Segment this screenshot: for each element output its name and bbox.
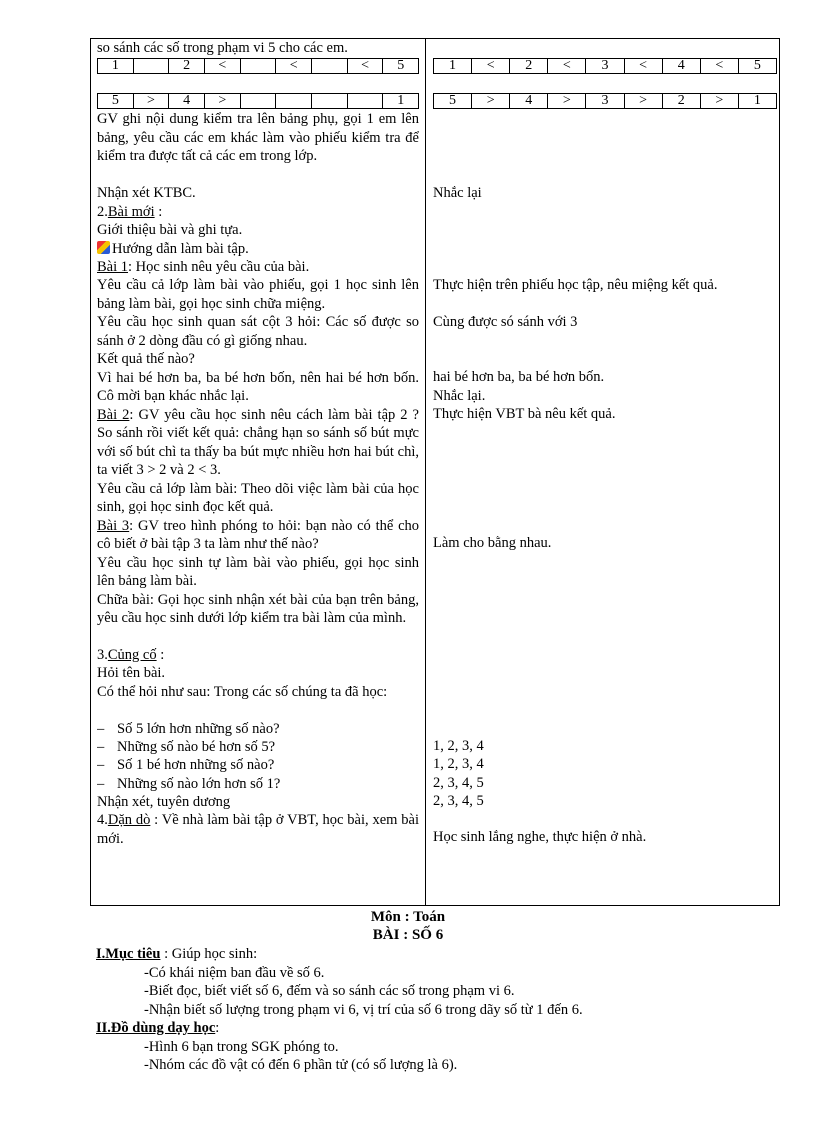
- subject-title: Môn : Toán: [370, 909, 446, 925]
- intro-line: Giới thiệu bài và ghi tựa.: [97, 222, 243, 239]
- sequence-cell: >: [134, 94, 170, 108]
- objectives-heading: I.Mục tiêu : Giúp học sinh:: [96, 946, 258, 962]
- column-divider: [425, 39, 426, 905]
- new-lesson-heading: 2.Bài mới :: [97, 203, 163, 220]
- sequence-cell: 4: [663, 59, 701, 73]
- objective-item: -Nhận biết số lượng trong phạm vi 6, vị trí của số 6 trong dãy số từ 1 đến 6.: [144, 1001, 583, 1018]
- exercise-3-text: Bài 3: GV treo hình phóng to hỏi: bạn nào có thể cho cô biết ở bài tập 3 ta làm như thế nào?: [97, 517, 420, 553]
- sequence-cell: <: [548, 59, 586, 73]
- sequence-cell: 2: [169, 59, 205, 73]
- material-item: -Nhóm các đồ vật có đến 6 phần tử (có số lượng là 6).: [144, 1057, 458, 1073]
- sequence-cell: 3: [586, 59, 624, 73]
- bullet-pointer-icon: [97, 241, 110, 254]
- sequence-cell: [312, 59, 348, 73]
- sequence-cell: <: [205, 59, 241, 73]
- lesson-title: BÀI : SỐ 6: [372, 927, 444, 943]
- exercise-1-result-question: Kết quả thế nào?: [97, 351, 195, 368]
- exercise-1-response: Thực hiện trên phiếu học tập, nêu miệng kết quả.: [433, 277, 718, 294]
- lesson-table: [90, 38, 780, 906]
- review-line: Nhận xét KTBC.: [97, 185, 196, 202]
- sequence-cell: >: [625, 94, 663, 108]
- homework-response: Học sinh lắng nghe, thực hiện ở nhà.: [433, 829, 647, 846]
- sequence-cell: [348, 94, 384, 108]
- check-instructions: GV ghi nội dung kiểm tra lên bảng phụ, gọi 1 em lên bảng, yêu cầu các em khác làm vào phiếu kiểm tra để kiểm tra được tất cả các em trong lớp.: [97, 111, 419, 165]
- left-intro-line: so sánh các số trong phạm vi 5 cho các em.: [97, 40, 348, 56]
- material-item: -Hình 6 bạn trong SGK phóng to.: [144, 1038, 339, 1055]
- sequence-cell: 4: [510, 94, 548, 108]
- materials-heading: II.Đồ dùng dạy học:: [96, 1020, 220, 1036]
- sequence-cell: [241, 94, 277, 108]
- answer-item: 2, 3, 4, 5: [433, 792, 484, 809]
- objective-item: -Có khái niệm ban đầu về số 6.: [144, 964, 325, 981]
- exercise-1-answer: Cùng được só sánh với 3: [433, 313, 578, 330]
- sequence-cell: <: [276, 59, 312, 73]
- sequence-cell: >: [472, 94, 510, 108]
- sequence-cell: 1: [753, 93, 761, 108]
- answer-item: 1, 2, 3, 4: [433, 737, 484, 754]
- sequence-cell: 2: [510, 59, 548, 73]
- sequence-cell: [312, 94, 348, 108]
- repeat-line-2: Nhắc lại.: [433, 387, 486, 404]
- teacher-column: [97, 39, 419, 848]
- exercise-3-correction: Chữa bài: Gọi học sinh nhận xét bài của bạn trên bảng, yêu cầu học sinh dưới lớp kiểm tra bài làm của mình.: [97, 591, 419, 627]
- consolidation-question: Có thể hỏi như sau: Trong các số chúng ta đã học:: [97, 683, 388, 700]
- sequence-cell: 1: [434, 59, 472, 73]
- dash-item: – Số 1 bé hơn những số nào?: [97, 757, 275, 774]
- sequence-cell: 2: [663, 94, 701, 108]
- ask-title-line: Hỏi tên bài.: [97, 665, 166, 682]
- exercise-1-task: Yêu cầu cả lớp làm bài vào phiếu, gọi 1 học sinh lên bảng làm bài, gọi học sinh chữa miệng.: [97, 277, 419, 312]
- sequence-cell: >: [548, 94, 586, 108]
- sequence-cell: 5: [98, 94, 134, 108]
- answer-item: 2, 3, 4, 5: [433, 774, 484, 791]
- sequence-cell: [134, 59, 170, 73]
- sequence-cell: <: [348, 59, 384, 73]
- dash-item: – Số 5 lớn hơn những số nào?: [97, 720, 280, 737]
- repeat-line: Nhắc lại: [433, 185, 482, 201]
- sequence-ascending-exercise: [97, 58, 419, 74]
- sequence-ascending-answer: [433, 58, 777, 74]
- praise-line: Nhận xét, tuyên dương: [97, 794, 231, 811]
- student-column: [433, 39, 777, 847]
- guide-line: Hướng dẫn làm bài tập.: [97, 240, 419, 258]
- sequence-cell: >: [205, 94, 241, 108]
- dash-item: – Những số nào bé hơn số 5?: [97, 738, 276, 755]
- homework-line: 4.Dặn dò : Về nhà làm bài tập ở VBT, học bài, xem bài mới.: [97, 812, 419, 847]
- objectives-section: [96, 945, 796, 1075]
- sequence-cell: [276, 94, 312, 108]
- consolidation-heading: 3.Củng cố :: [97, 646, 165, 663]
- sequence-cell: 3: [586, 94, 624, 108]
- sequence-cell: 4: [169, 94, 205, 108]
- comparison-answer: hai bé hơn ba, ba bé hơn bốn.: [433, 369, 605, 386]
- exercise-2-text: Bài 2: GV yêu cầu học sinh nêu cách làm bài tập 2 ? So sánh rồi viết kết quả: chẳng hạn so sánh số bút mực với số bút chì ta thấy ba bút mực nhiều hơn hai bút chì, ta viết 3 > 2 và 2 < 3.: [97, 406, 419, 478]
- exercise-2-task: Yêu cầu cả lớp làm bài: Theo dõi việc làm bài của học sinh, gọi học sinh đọc kết quả.: [97, 480, 419, 516]
- sequence-cell: >: [701, 94, 739, 108]
- sequence-cell: <: [701, 59, 739, 73]
- sequence-descending-exercise: [97, 93, 419, 109]
- answer-item: 1, 2, 3, 4: [433, 756, 484, 773]
- sequence-cell: 5: [397, 58, 405, 74]
- exercise-1-explanation: Vì hai bé hơn ba, ba bé hơn bốn, nên hai bé hơn bốn. Cô mời bạn khác nhắc lại.: [97, 369, 419, 405]
- sequence-cell: 5: [434, 94, 472, 108]
- exercise-3-response: Làm cho bằng nhau.: [433, 535, 552, 552]
- exercise-1-heading: Bài 1: Học sinh nêu yêu cầu của bài.: [97, 258, 310, 275]
- sequence-cell: [241, 59, 277, 73]
- exercise-3-task: Yêu cầu học sinh tự làm bài vào phiếu, gọi học sinh lên bảng làm bài.: [97, 554, 419, 590]
- sequence-cell: 5: [753, 58, 761, 73]
- exercise-2-response: Thực hiện VBT bà nêu kết quả.: [433, 405, 616, 422]
- exercise-1-question: Yêu cầu học sinh quan sát cột 3 hỏi: Các số được so sánh ở 2 dòng đầu có gì giống nhau.: [97, 314, 419, 349]
- sequence-cell: 1: [98, 59, 134, 73]
- dash-item: – Những số nào lớn hơn số 1?: [97, 775, 281, 792]
- sequence-cell: 1: [397, 93, 405, 109]
- sequence-descending-answer: [433, 93, 777, 109]
- sequence-cell: <: [625, 59, 663, 73]
- objective-item: -Biết đọc, biết viết số 6, đếm và so sánh các số trong phạm vi 6.: [144, 983, 515, 999]
- sequence-cell: <: [472, 59, 510, 73]
